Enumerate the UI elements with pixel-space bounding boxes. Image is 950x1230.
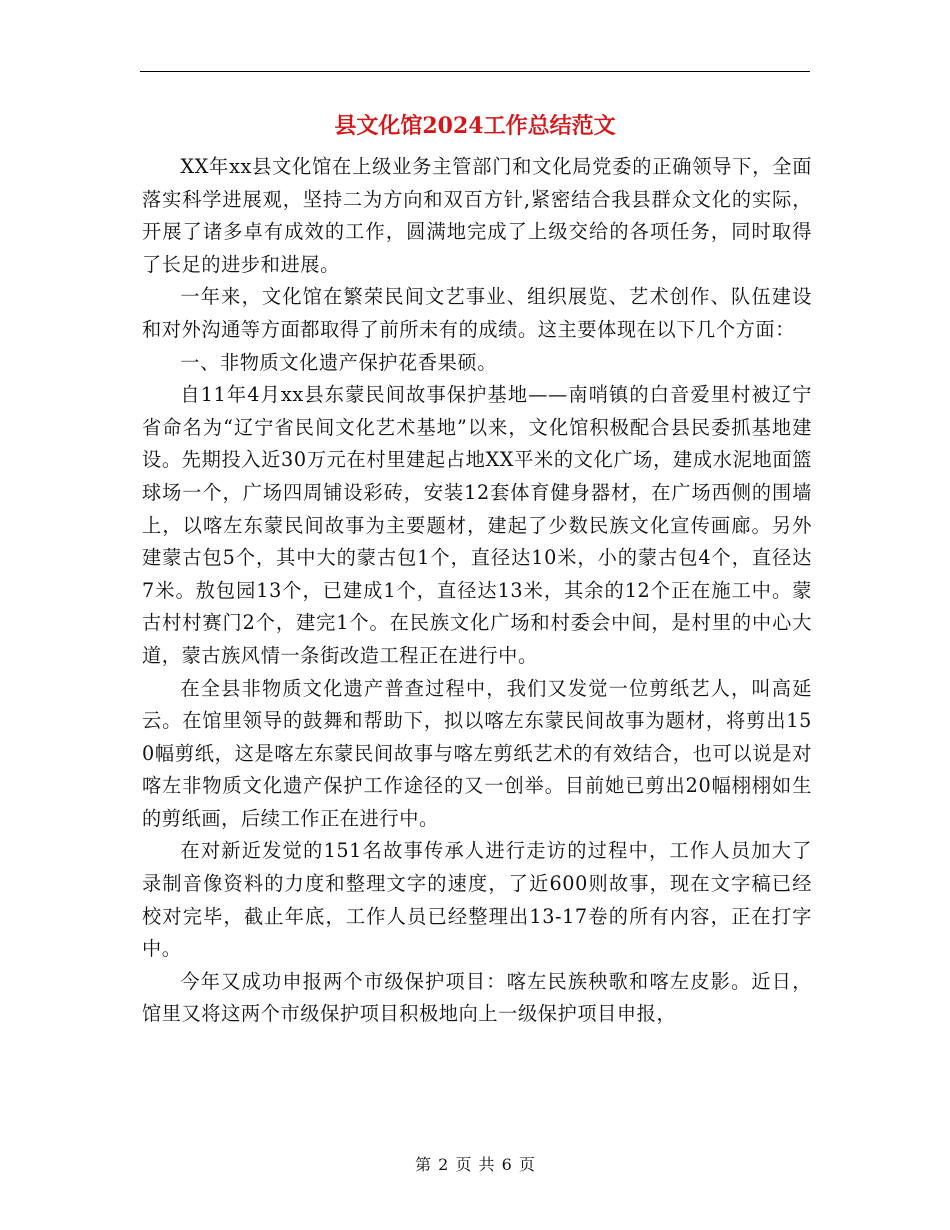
section-heading: 一、非物质文化遗产保护花香果硕。	[180, 350, 497, 374]
header-rule	[140, 71, 810, 72]
paragraph-overview: 一年来，文化馆在繁荣民间文艺事业、组织展览、艺术创作、队伍建设和对外沟通等方面都取得了前所未有的成绩。这主要体现在以下几个方面：	[142, 285, 812, 341]
paragraph-base-construction: 自11年4月xx县东蒙民间故事保护基地——南哨镇的白音爱里村被辽宁省命名为“辽宁省民间文化艺术基地”以来，文化馆积极配合县民委抓基地建设。先期投入近30万元在村里建起占地XX平米的文化广场，建成水泥地面篮球场一个，广场四周铺设彩砖，安装12套体育健身器材，在广场西侧的围墙上，以喀左东蒙民间故事为主要题材，建起了少数民族文化宣传画廊。另外建蒙古包5个，其中大的蒙古包1个，直径达10米，小的蒙古包4个，直径达7米。敖包园13个，已建成1个，直径达13米，其余的12个正在施工中。蒙古村村赛门2个，建完1个。在民族文化广场和村委会中间，是村里的中心大道，蒙古族风情一条街改造工程正在进行中。	[142, 383, 812, 667]
document-title: 县文化馆2024工作总结范文	[334, 113, 616, 139]
paragraph-story-inheritors: 在对新近发觉的151名故事传承人进行走访的过程中，工作人员加大了录制音像资料的力度和整理文字的速度，了近600则故事，现在文字稿已经校对完毕，截止年底，工作人员已经整理出13-17卷的所有内容，正在打字中。	[142, 839, 812, 961]
document-body	[142, 151, 812, 1031]
page-footer: 第 2 页 共 6 页	[415, 1155, 535, 1174]
paragraph-intro: XX年xx县文化馆在上级业务主管部门和文化局党委的正确领导下，全面落实科学进展观，坚持二为方向和双百方针,紧密结合我县群众文化的实际，开展了诸多卓有成效的工作，圆满地完成了上级交给的各项任务，同时取得了长足的进步和进展。	[142, 155, 812, 276]
paragraph-protection-projects: 今年又成功申报两个市级保护项目：喀左民族秧歌和喀左皮影。近日，馆里又将这两个市级保护项目积极地向上一级保护项目申报，	[142, 969, 812, 1026]
paragraph-paper-cutting: 在全县非物质文化遗产普查过程中，我们又发觉一位剪纸艺人，叫高延云。在馆里领导的鼓舞和帮助下，拟以喀左东蒙民间故事为题材，将剪出150幅剪纸，这是喀左东蒙民间故事与喀左剪纸艺术的有效结合，也可以说是对喀左非物质文化遗产保护工作途径的又一创举。目前她已剪出20幅栩栩如生的剪纸画，后续工作正在进行中。	[142, 676, 812, 830]
